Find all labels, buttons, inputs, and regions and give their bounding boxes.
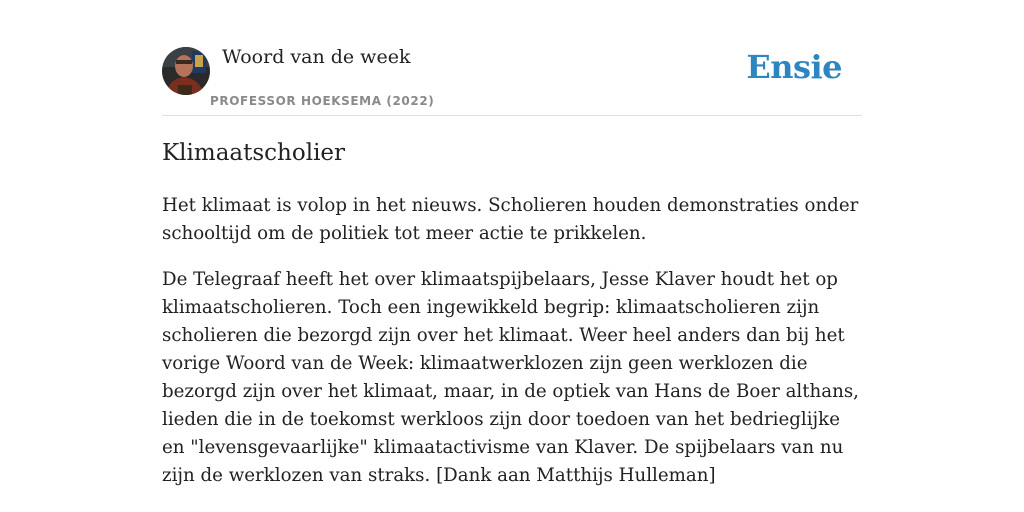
- entry-body: [162, 192, 862, 508]
- header: [162, 0, 862, 116]
- body-paragraph: De Telegraaf heeft het over klimaatspijbelaars, Jesse Klaver houdt het op klimaatscholieren. Toch een ingewikkeld begrip: klimaatscholieren zijn scholieren die bezorgd zijn over het klimaat. Weer heel anders dan bij het vorige Woord van de Week: klimaatwerklozen zijn geen werklozen die bezorgd zijn over het klimaat, maar, in de optiek van Hans de Boer althans, lieden die in de toekomst werkloos zijn door toedoen van het bedrieglijke en "levensgevaarlijke" klimaatactivisme van Klaver. De spijbelaars van nu zijn de werklozen van straks. [Dank aan Matthijs Hulleman]: [162, 269, 859, 486]
- author-avatar[interactable]: [162, 47, 210, 95]
- section-title[interactable]: Woord van de week: [222, 46, 411, 68]
- author-byline[interactable]: PROFESSOR HOEKSEMA (2022): [210, 94, 435, 108]
- site-logo[interactable]: Ensie: [746, 48, 842, 86]
- avatar-photo-icon: [162, 47, 210, 95]
- entry-title: Klimaatscholier: [162, 140, 346, 166]
- entry-card: [162, 0, 862, 512]
- body-paragraph: Het klimaat is volop in het nieuws. Scholieren houden demonstraties onder schooltijd om de politiek tot meer actie te prikkelen.: [162, 195, 859, 244]
